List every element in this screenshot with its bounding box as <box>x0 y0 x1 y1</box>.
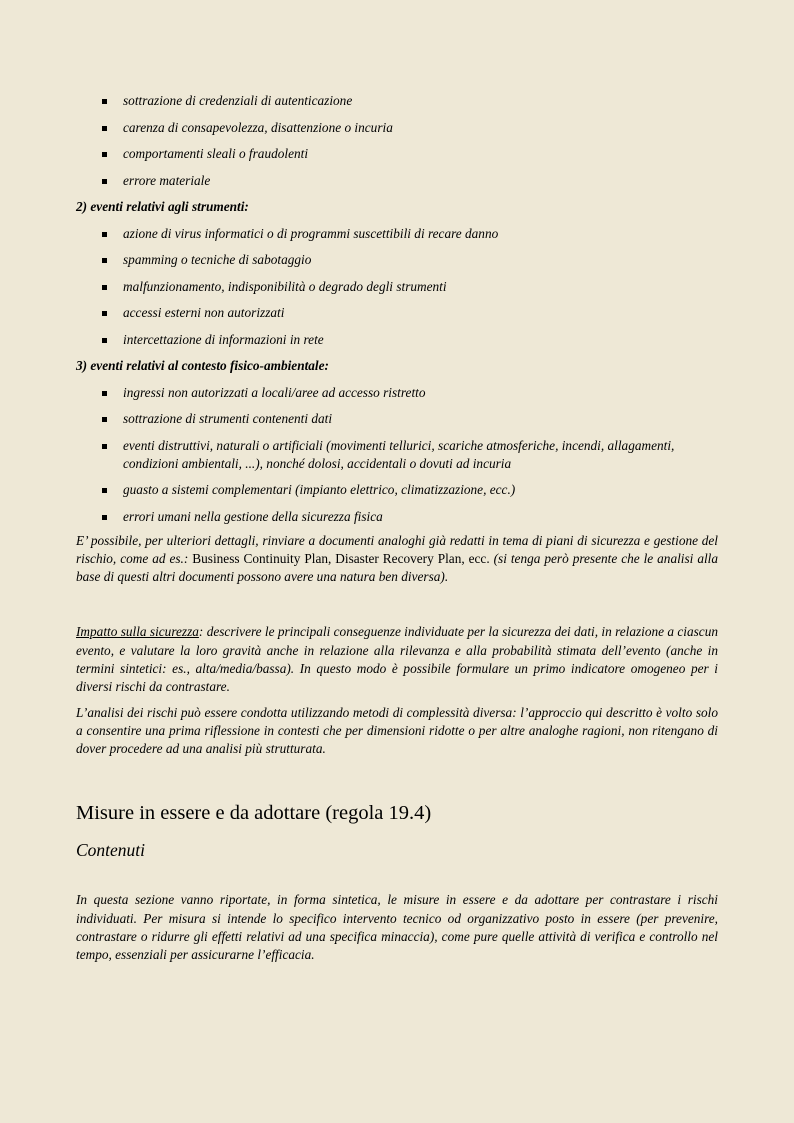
paragraph-related-documents <box>76 532 718 587</box>
impact-label: Impatto sulla sicurezza <box>76 624 199 640</box>
list-item: ingressi non autorizzati a locali/aree ad accesso ristretto <box>123 384 718 402</box>
list-item: sottrazione di strumenti contenenti dati <box>123 410 718 428</box>
heading-physical-events: 3) eventi relativi al contesto fisico-ambientale: <box>76 358 329 373</box>
paragraph-text: (si tenga però presente che le analisi alla base di questi altri documenti possono avere una natura ben diversa). <box>76 550 718 585</box>
paragraph-text-examples: Business Continuity Plan, Disaster Recovery Plan, ecc. <box>188 550 490 566</box>
list-item: sottrazione di credenziali di autenticazione <box>123 92 718 110</box>
heading-tools-events: 2) eventi relativi agli strumenti: <box>76 199 249 214</box>
document-page <box>76 92 718 965</box>
list-item: eventi distruttivi, naturali o artificiali (movimenti tellurici, scariche atmosferiche, incendi, allagamenti, condizioni ambientali, ...), nonché dolosi, accidentali o dovuti ad incuria <box>123 437 718 473</box>
list-item: spamming o tecniche di sabotaggio <box>123 251 718 269</box>
paragraph-measures: In questa sezione vanno riportate, in forma sintetica, le misure in essere e da adottare per contrastare i rischi individuati. Per misura si intende lo specifico intervento tecnico od organizzativo posto in essere (per prevenire, contrastare o ridurre gli effetti relativi ad una specifica minaccia), come pure quelle attività di verifica e controllo nel tempo, essenziali per assicurarne l’efficacia. <box>76 892 718 963</box>
subsection-title: Contenuti <box>76 840 146 861</box>
threat-list-tools <box>76 225 718 349</box>
paragraph-security-impact <box>76 623 718 696</box>
list-item: intercettazione di informazioni in rete <box>123 331 718 349</box>
list-item: accessi esterni non autorizzati <box>123 304 718 322</box>
paragraph-text: : descrivere le principali conseguenze individuate per la sicurezza dei dati, in relazione a ciascun evento, e valutare la loro gravità anche in relazione alla rilevanza e alla probabilità stimata dell’evento (anche in termini sintetici: es., alta/media/bassa). In questo modo è possibile formulare un primo indicatore omogeneo per i diversi rischi da contrastare. <box>76 624 719 695</box>
threat-list-physical <box>76 384 718 526</box>
threat-list-people <box>76 92 718 190</box>
list-item: guasto a sistemi complementari (impianto elettrico, climatizzazione, ecc.) <box>123 481 718 499</box>
paragraph-risk-analysis: L’analisi dei rischi può essere condotta utilizzando metodi di complessità diversa: l’approccio qui descritto è volto solo a consentire una prima riflessione in contesti che per dimensioni ridotte o per altre analoghe ragioni, non ritengano di dover procedere ad una analisi più strutturata. <box>76 704 718 757</box>
list-item: azione di virus informatici o di programmi suscettibili di recare danno <box>123 225 718 243</box>
list-item: errore materiale <box>123 172 718 190</box>
section-title: Misure in essere e da adottare (regola 19.4) <box>76 802 432 825</box>
paragraph-text: E’ possibile, per ulteriori dettagli, rinviare a documenti analoghi già redatti in tema di piani di sicurezza e gestione del rischio, come ad es.: <box>76 532 718 566</box>
list-item: errori umani nella gestione della sicurezza fisica <box>123 508 718 526</box>
list-item: malfunzionamento, indisponibilità o degrado degli strumenti <box>123 278 718 296</box>
list-item: comportamenti sleali o fraudolenti <box>123 145 718 163</box>
list-item: carenza di consapevolezza, disattenzione o incuria <box>123 119 718 137</box>
